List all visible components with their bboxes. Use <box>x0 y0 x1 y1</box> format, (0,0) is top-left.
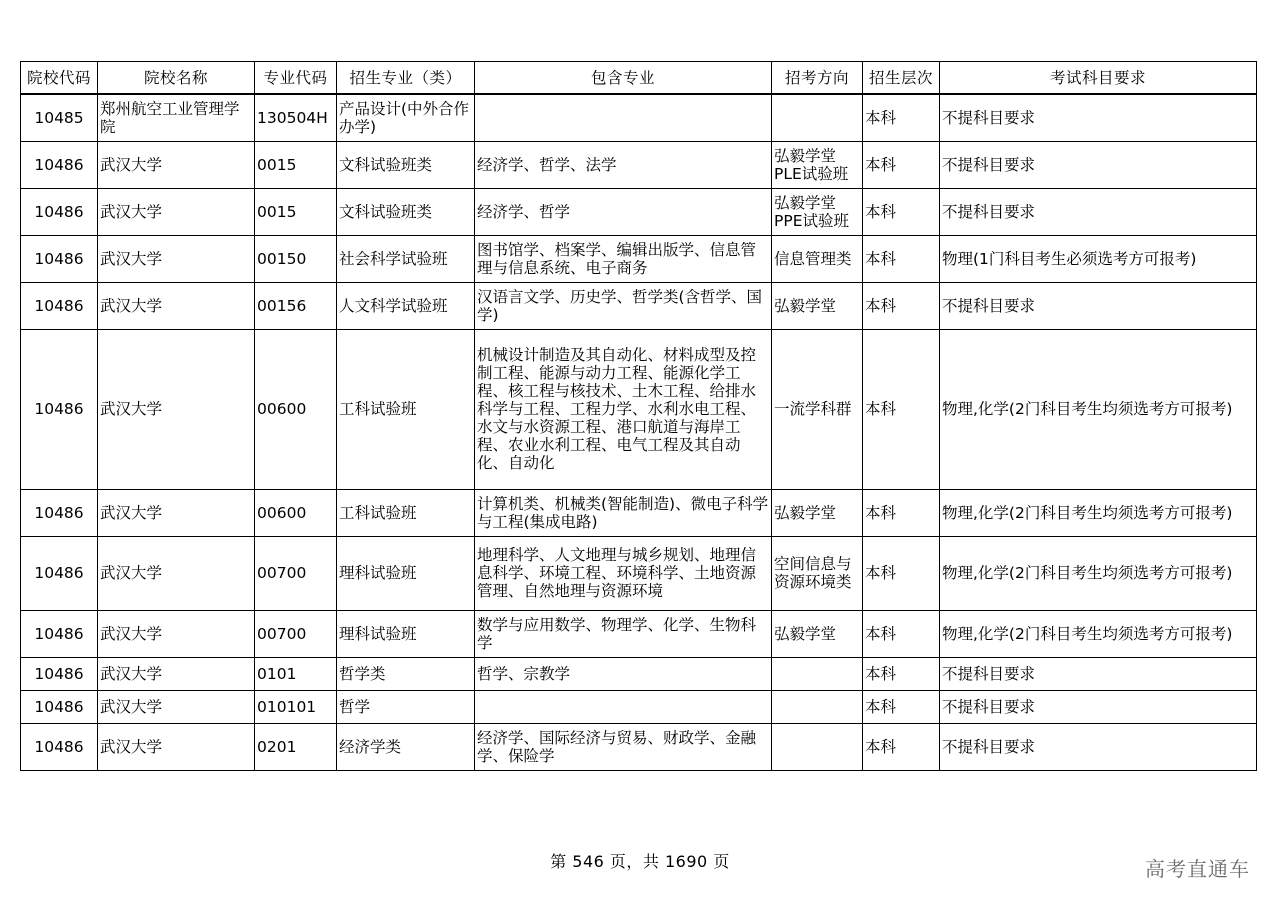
cell-school-code: 10486 <box>21 536 98 610</box>
header-school-code: 院校代码 <box>21 62 98 95</box>
cell-subject-requirement: 物理,化学(2门科目考生均须选考方可报考) <box>940 536 1257 610</box>
cell-major-code: 0201 <box>255 723 337 770</box>
admissions-table <box>20 61 1257 771</box>
cell-subject-requirement: 不提科目要求 <box>940 94 1257 141</box>
cell-major-code: 0015 <box>255 141 337 188</box>
cell-subject-requirement: 不提科目要求 <box>940 141 1257 188</box>
cell-direction <box>772 657 863 690</box>
page-number: 第 546 页，共 1690 页 <box>550 852 730 871</box>
cell-major-category: 文科试验班类 <box>337 188 475 235</box>
cell-included-majors: 数学与应用数学、物理学、化学、生物科学 <box>475 610 772 657</box>
cell-school-code: 10486 <box>21 657 98 690</box>
cell-major-category: 文科试验班类 <box>337 141 475 188</box>
cell-major-category: 工科试验班 <box>337 329 475 489</box>
cell-subject-requirement: 物理,化学(2门科目考生均须选考方可报考) <box>940 610 1257 657</box>
cell-subject-requirement: 不提科目要求 <box>940 188 1257 235</box>
cell-major-code: 0015 <box>255 188 337 235</box>
cell-level: 本科 <box>863 536 940 610</box>
table-header-row <box>21 62 1257 95</box>
cell-included-majors <box>475 94 772 141</box>
cell-school-name: 武汉大学 <box>98 188 255 235</box>
cell-included-majors: 汉语言文学、历史学、哲学类(含哲学、国学) <box>475 282 772 329</box>
cell-major-code: 00700 <box>255 536 337 610</box>
cell-subject-requirement: 不提科目要求 <box>940 690 1257 723</box>
cell-school-code: 10486 <box>21 690 98 723</box>
cell-school-code: 10486 <box>21 235 98 282</box>
cell-major-code: 010101 <box>255 690 337 723</box>
cell-subject-requirement: 不提科目要求 <box>940 657 1257 690</box>
cell-school-code: 10486 <box>21 489 98 536</box>
cell-included-majors: 图书馆学、档案学、编辑出版学、信息管理与信息系统、电子商务 <box>475 235 772 282</box>
cell-major-category: 产品设计(中外合作办学) <box>337 94 475 141</box>
cell-subject-requirement: 物理(1门科目考生必须选考方可报考) <box>940 235 1257 282</box>
cell-direction: 弘毅学堂 <box>772 610 863 657</box>
cell-school-name: 武汉大学 <box>98 536 255 610</box>
cell-direction: 弘毅学堂 <box>772 489 863 536</box>
cell-school-code: 10486 <box>21 141 98 188</box>
cell-school-name: 武汉大学 <box>98 141 255 188</box>
header-direction: 招考方向 <box>772 62 863 95</box>
table-row <box>21 723 1257 770</box>
cell-school-name: 武汉大学 <box>98 610 255 657</box>
cell-school-name: 武汉大学 <box>98 235 255 282</box>
cell-school-name: 武汉大学 <box>98 489 255 536</box>
table-row <box>21 610 1257 657</box>
cell-school-code: 10486 <box>21 329 98 489</box>
cell-level: 本科 <box>863 610 940 657</box>
cell-included-majors: 哲学、宗教学 <box>475 657 772 690</box>
cell-subject-requirement: 不提科目要求 <box>940 282 1257 329</box>
cell-direction <box>772 94 863 141</box>
cell-included-majors: 经济学、国际经济与贸易、财政学、金融学、保险学 <box>475 723 772 770</box>
cell-direction <box>772 723 863 770</box>
cell-school-name: 武汉大学 <box>98 690 255 723</box>
table-row <box>21 329 1257 489</box>
cell-school-name: 武汉大学 <box>98 723 255 770</box>
cell-level: 本科 <box>863 141 940 188</box>
cell-level: 本科 <box>863 489 940 536</box>
cell-school-code: 10486 <box>21 610 98 657</box>
table-row <box>21 489 1257 536</box>
table-row <box>21 141 1257 188</box>
cell-school-code: 10485 <box>21 94 98 141</box>
cell-level: 本科 <box>863 188 940 235</box>
cell-school-name: 武汉大学 <box>98 329 255 489</box>
cell-school-name: 武汉大学 <box>98 282 255 329</box>
cell-school-code: 10486 <box>21 723 98 770</box>
cell-included-majors: 经济学、哲学、法学 <box>475 141 772 188</box>
table-row <box>21 282 1257 329</box>
cell-level: 本科 <box>863 94 940 141</box>
header-major-category: 招生专业（类） <box>337 62 475 95</box>
table-row <box>21 235 1257 282</box>
table-row <box>21 94 1257 141</box>
table-row <box>21 188 1257 235</box>
cell-direction: 弘毅学堂PLE试验班 <box>772 141 863 188</box>
cell-included-majors: 经济学、哲学 <box>475 188 772 235</box>
cell-major-category: 经济学类 <box>337 723 475 770</box>
cell-direction: 一流学科群 <box>772 329 863 489</box>
cell-school-name: 武汉大学 <box>98 657 255 690</box>
cell-major-category: 理科试验班 <box>337 536 475 610</box>
cell-major-code: 0101 <box>255 657 337 690</box>
cell-major-category: 哲学 <box>337 690 475 723</box>
cell-subject-requirement: 物理,化学(2门科目考生均须选考方可报考) <box>940 489 1257 536</box>
cell-major-category: 社会科学试验班 <box>337 235 475 282</box>
header-school-name: 院校名称 <box>98 62 255 95</box>
table-row <box>21 657 1257 690</box>
cell-included-majors <box>475 690 772 723</box>
cell-included-majors: 机械设计制造及其自动化、材料成型及控制工程、能源与动力工程、能源化学工程、核工程与核技术、土木工程、给排水科学与工程、工程力学、水利水电工程、水文与水资源工程、港口航道与海岸工程、农业水利工程、电气工程及其自动化、自动化 <box>475 329 772 489</box>
table-row <box>21 536 1257 610</box>
cell-major-code: 00600 <box>255 329 337 489</box>
watermark: 高考直通车 <box>1145 857 1250 881</box>
cell-level: 本科 <box>863 690 940 723</box>
cell-major-code: 00156 <box>255 282 337 329</box>
header-level: 招生层次 <box>863 62 940 95</box>
header-included-majors: 包含专业 <box>475 62 772 95</box>
cell-direction: 弘毅学堂PPE试验班 <box>772 188 863 235</box>
cell-level: 本科 <box>863 235 940 282</box>
cell-direction: 空间信息与资源环境类 <box>772 536 863 610</box>
cell-major-category: 工科试验班 <box>337 489 475 536</box>
cell-school-code: 10486 <box>21 282 98 329</box>
cell-school-name: 郑州航空工业管理学院 <box>98 94 255 141</box>
cell-major-code: 130504H <box>255 94 337 141</box>
header-subject-requirement: 考试科目要求 <box>940 62 1257 95</box>
table-row <box>21 690 1257 723</box>
cell-direction: 弘毅学堂 <box>772 282 863 329</box>
cell-direction: 信息管理类 <box>772 235 863 282</box>
cell-included-majors: 地理科学、人文地理与城乡规划、地理信息科学、环境工程、环境科学、土地资源管理、自然地理与资源环境 <box>475 536 772 610</box>
cell-level: 本科 <box>863 282 940 329</box>
cell-major-code: 00600 <box>255 489 337 536</box>
cell-level: 本科 <box>863 329 940 489</box>
header-major-code: 专业代码 <box>255 62 337 95</box>
cell-major-code: 00150 <box>255 235 337 282</box>
cell-school-code: 10486 <box>21 188 98 235</box>
cell-subject-requirement: 不提科目要求 <box>940 723 1257 770</box>
cell-major-category: 哲学类 <box>337 657 475 690</box>
cell-major-code: 00700 <box>255 610 337 657</box>
cell-major-category: 人文科学试验班 <box>337 282 475 329</box>
cell-level: 本科 <box>863 657 940 690</box>
cell-level: 本科 <box>863 723 940 770</box>
cell-direction <box>772 690 863 723</box>
cell-subject-requirement: 物理,化学(2门科目考生均须选考方可报考) <box>940 329 1257 489</box>
cell-included-majors: 计算机类、机械类(智能制造)、微电子科学与工程(集成电路) <box>475 489 772 536</box>
cell-major-category: 理科试验班 <box>337 610 475 657</box>
